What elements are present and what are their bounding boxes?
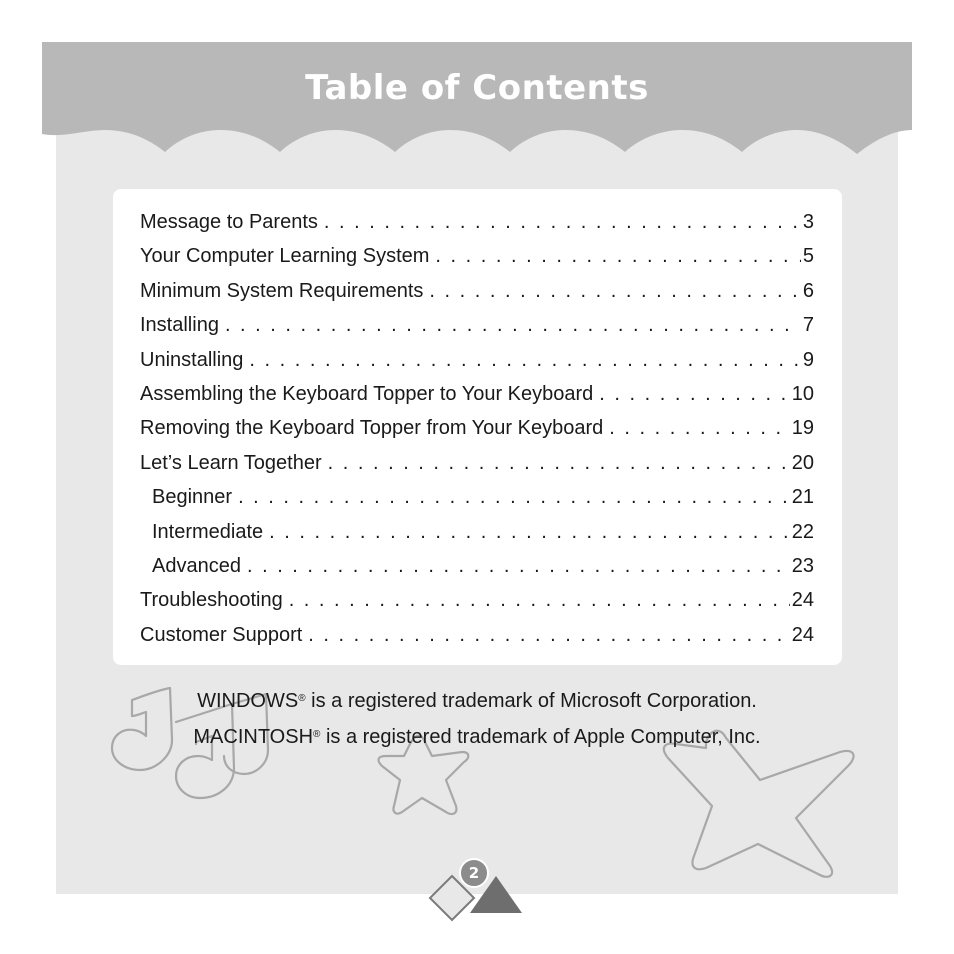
toc-page-number: 23 <box>791 554 814 577</box>
toc-page-number: 19 <box>791 417 814 440</box>
toc-page-number: 5 <box>802 245 814 268</box>
registered-mark: ® <box>298 693 306 704</box>
toc-page-number: 24 <box>791 623 814 646</box>
registered-mark: ® <box>313 729 321 740</box>
toc-label: Message to Parents <box>140 211 318 233</box>
toc-label: Installing <box>140 314 219 337</box>
toc-label: Customer Support <box>140 623 303 646</box>
toc-page-number: 21 <box>791 486 814 509</box>
toc-label: Advanced <box>152 554 241 577</box>
toc-label: Let’s Learn Together <box>140 451 322 474</box>
brand-name: MACINTOSH <box>193 726 314 748</box>
toc-label: Troubleshooting <box>140 589 283 612</box>
page-title: Table of Contents <box>305 68 649 108</box>
toc-page-number: 3 <box>802 211 814 233</box>
toc-page-number: 7 <box>802 314 814 337</box>
page-number: 2 <box>468 864 480 882</box>
toc-label: Your Computer Learning System <box>140 245 430 268</box>
toc-label: Assembling the Keyboard Topper to Your Keyboard <box>140 382 594 405</box>
toc-label: Minimum System Requirements <box>140 279 424 302</box>
toc-label: Beginner <box>152 486 233 509</box>
toc-page-number: 10 <box>791 382 814 405</box>
toc-page-number: 6 <box>802 279 814 302</box>
toc-label: Intermediate <box>152 520 264 543</box>
toc-page-number: 9 <box>802 348 814 371</box>
toc-page-number: 22 <box>791 520 814 543</box>
toc-page-number: 24 <box>791 589 814 612</box>
brand-name: WINDOWS <box>197 690 299 712</box>
trademark-text: is a registered trademark of Microsoft Corporation. <box>305 690 757 712</box>
toc-page-number: 20 <box>791 451 814 474</box>
toc-label: Uninstalling <box>140 348 244 371</box>
toc-label: Removing the Keyboard Topper from Your Keyboard <box>140 417 604 440</box>
trademark-text: is a registered trademark of Apple Computer, Inc. <box>320 726 761 748</box>
